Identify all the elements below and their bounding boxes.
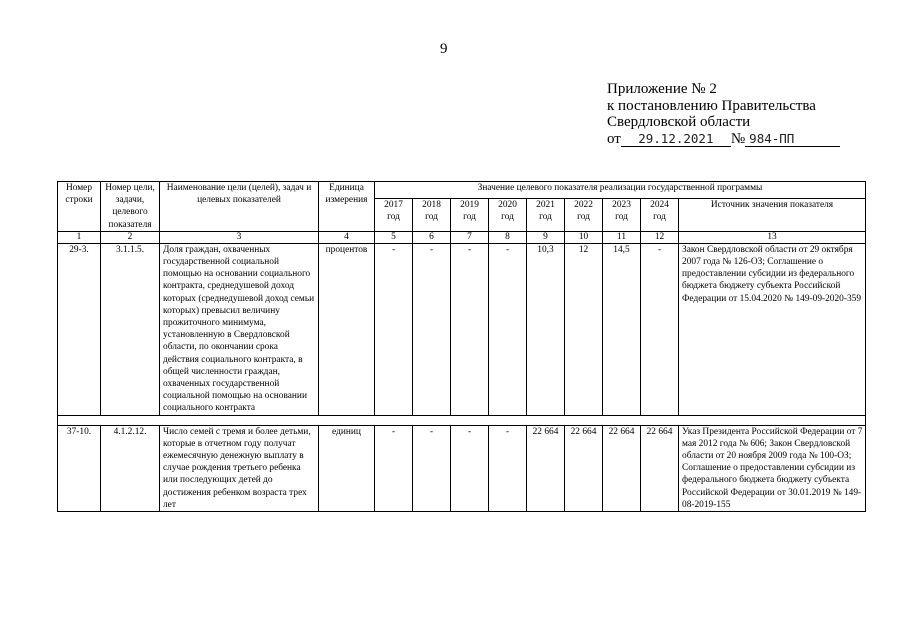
value-cell: - (375, 243, 413, 415)
header-source: Источник значения показателя (679, 199, 866, 232)
header-year: 2024 год (641, 199, 679, 232)
column-number: 1 (58, 231, 101, 243)
date-prefix: от (607, 130, 621, 147)
indicator-name: Число семей с тремя и более детьми, которые в отчетном году получат ежемесячную денежную выплату в случае рождения третьего ребенка или последующих детей до достижения ребенком возраста трех лет (160, 425, 319, 511)
column-number: 5 (375, 231, 413, 243)
page-number: 9 (440, 41, 448, 57)
appendix-title: Приложение № 2 (607, 81, 717, 97)
value-cell: 22 664 (641, 425, 679, 511)
value-cell: - (451, 425, 489, 511)
column-number: 8 (489, 231, 527, 243)
value-cell: 22 664 (527, 425, 565, 511)
header-year: 2018 год (413, 199, 451, 232)
header-year: 2023 год (603, 199, 641, 232)
column-number: 9 (527, 231, 565, 243)
column-number: 10 (565, 231, 603, 243)
value-cell: 22 664 (565, 425, 603, 511)
value-cell: 10,3 (527, 243, 565, 415)
value-cell: - (375, 425, 413, 511)
appendix-block (607, 81, 840, 147)
value-cell: 14,5 (603, 243, 641, 415)
column-number: 3 (160, 231, 319, 243)
header-name: Наименование цели (целей), задач и целевых показателей (160, 182, 319, 232)
column-number: 2 (101, 231, 160, 243)
header-year: 2017 год (375, 199, 413, 232)
goal-number: 3.1.1.5. (101, 243, 160, 415)
decree-date: 29.12.2021 (638, 130, 714, 146)
appendix-line-3: Свердловской области (607, 114, 751, 130)
header-year: 2019 год (451, 199, 489, 232)
value-cell: - (413, 425, 451, 511)
table-row (58, 243, 866, 415)
appendix-date-line (607, 131, 840, 148)
value-cell: 22 664 (603, 425, 641, 511)
decree-number: 984-ПП (749, 130, 795, 146)
unit: процентов (319, 243, 375, 415)
header-unit: Единица измерения (319, 182, 375, 232)
value-cell: - (489, 425, 527, 511)
appendix-line-2: к постановлению Правительства (607, 97, 816, 114)
header-year: 2020 год (489, 199, 527, 232)
table-row (58, 425, 866, 511)
row-number: 37-10. (58, 425, 101, 511)
header-year: 2021 год (527, 199, 565, 232)
row-separator (58, 415, 866, 425)
header-row-number: Номер строки (58, 182, 101, 232)
value-cell: - (489, 243, 527, 415)
value-cell: - (451, 243, 489, 415)
header-values-group: Значение целевого показателя реализации государственной программы (375, 182, 866, 199)
source-cell: Закон Свердловской области от 29 октября 2007 года № 126-ОЗ; Соглашение о предоставлении субсидии из федерального бюджета бюджету субъекта Российской Федерации от 15.04.2020 № 149-09-2020-359 (679, 243, 866, 415)
number-prefix: № (730, 130, 746, 147)
value-cell: - (413, 243, 451, 415)
value-cell: 12 (565, 243, 603, 415)
column-number: 13 (679, 231, 866, 243)
unit: единиц (319, 425, 375, 511)
header-year: 2022 год (565, 199, 603, 232)
header-goal-number: Номер цели, задачи, целевого показателя (101, 182, 160, 232)
goal-number: 4.1.2.12. (101, 425, 160, 511)
column-number: 12 (641, 231, 679, 243)
value-cell: - (641, 243, 679, 415)
indicator-name: Доля граждан, охваченных государственной социальной помощью на основании социального контракта, среднедушевой доход которых (среднедушевой доход семьи которых) превысил величину прожиточного минимума, установленную в Свердловской области, по окончании срока действия социального контракта, в общей численности граждан, охваченных государственной социальной помощью на основании социального контракта (160, 243, 319, 415)
row-number: 29-3. (58, 243, 101, 415)
column-number: 7 (451, 231, 489, 243)
indicators-table (57, 181, 866, 512)
column-number: 4 (319, 231, 375, 243)
column-number: 6 (413, 231, 451, 243)
source-cell: Указ Президента Российской Федерации от 7 мая 2012 года № 606; Закон Свердловской области от 20 ноября 2009 года № 100-ОЗ; Соглашение о предоставлении субсидии из федерального бюджета бюджету субъекта Российской Федерации от 30.01.2019 № 149-08-2019-155 (679, 425, 866, 511)
column-number: 11 (603, 231, 641, 243)
